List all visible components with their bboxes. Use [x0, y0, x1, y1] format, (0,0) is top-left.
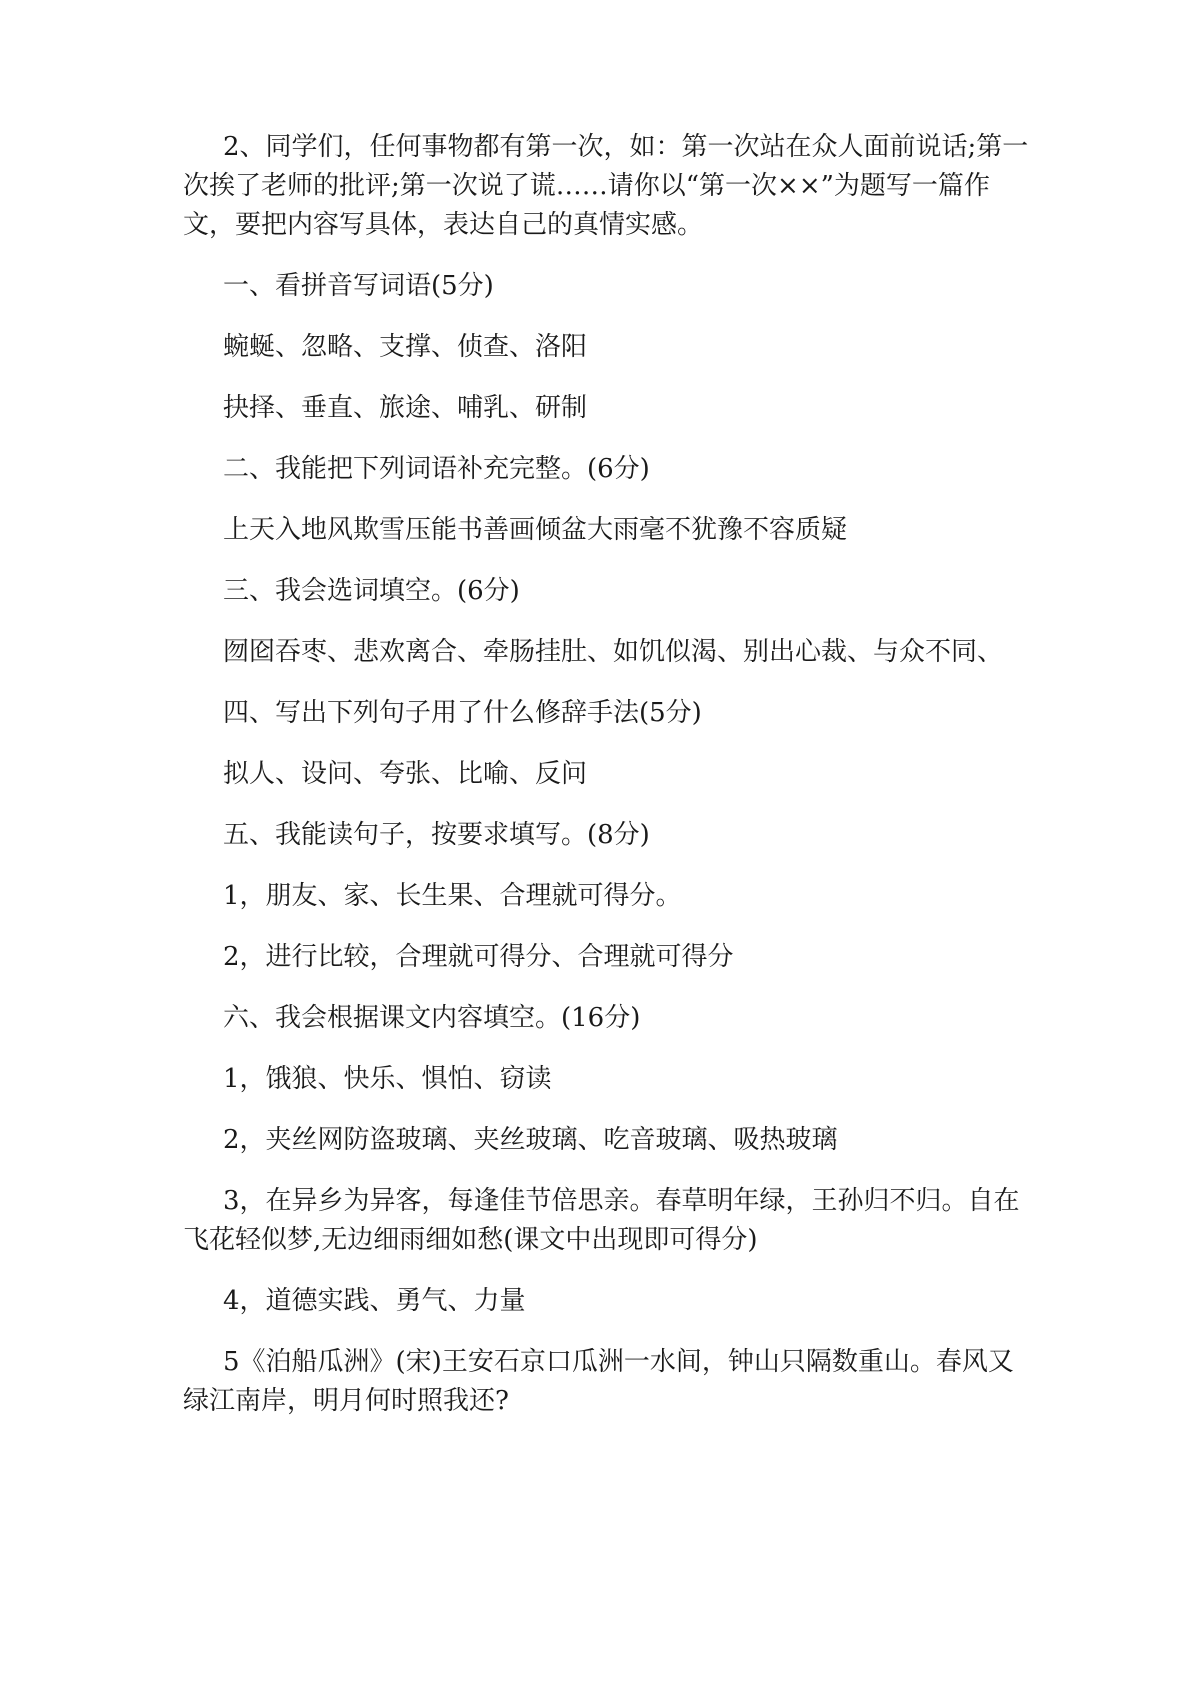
answer-line: 2，进行比较，合理就可得分、合理就可得分 [223, 942, 734, 972]
answer-line: 囫囵吞枣、悲欢离合、牵肠挂肚、如饥似渴、别出心裁、与众不同、 [223, 637, 1004, 667]
section-heading-1: 一、看拼音写词语(5分) [223, 271, 494, 301]
answer-line: 蜿蜒、忽略、支撑、侦查、洛阳 [223, 332, 588, 362]
section-heading-6: 六、我会根据课文内容填空。(16分) [223, 1003, 641, 1033]
essay-prompt-paragraph: 2、同学们，任何事物都有第一次，如：第一次站在众人面前说话;第一次挨了老师的批评;第一次说了谎……请你以“第一次××”为题写一篇作文，要把内容写具体，表达自己的真情实感。 [183, 132, 1029, 240]
answer-line: 拟人、设问、夸张、比喻、反问 [223, 759, 588, 789]
answer-line: 2，夹丝网防盗玻璃、夹丝玻璃、吃音玻璃、吸热玻璃 [223, 1125, 838, 1155]
document-body [183, 128, 1033, 1443]
answer-line: 5《泊船瓜洲》(宋)王安石京口瓜洲一水间，钟山只隔数重山。春风又绿江南岸，明月何时照我还? [183, 1347, 1014, 1416]
section-heading-3: 三、我会选词填空。(6分) [223, 576, 520, 606]
section-heading-2: 二、我能把下列词语补充完整。(6分) [223, 454, 650, 484]
answer-line: 1，饿狼、快乐、惧怕、窃读 [223, 1064, 552, 1094]
section-heading-4: 四、写出下列句子用了什么修辞手法(5分) [223, 698, 702, 728]
answer-line: 3，在异乡为异客，每逢佳节倍思亲。春草明年绿，王孙归不归。自在飞花轻似梦,无边细雨细如愁(课文中出现即可得分) [183, 1186, 1020, 1255]
answer-line: 1，朋友、家、长生果、合理就可得分。 [223, 881, 682, 911]
answer-line: 上天入地风欺雪压能书善画倾盆大雨毫不犹豫不容质疑 [223, 515, 848, 545]
answer-line: 4，道德实践、勇气、力量 [223, 1286, 526, 1316]
section-heading-5: 五、我能读句子，按要求填写。(8分) [223, 820, 650, 850]
answer-line: 抉择、垂直、旅途、哺乳、研制 [223, 393, 588, 423]
